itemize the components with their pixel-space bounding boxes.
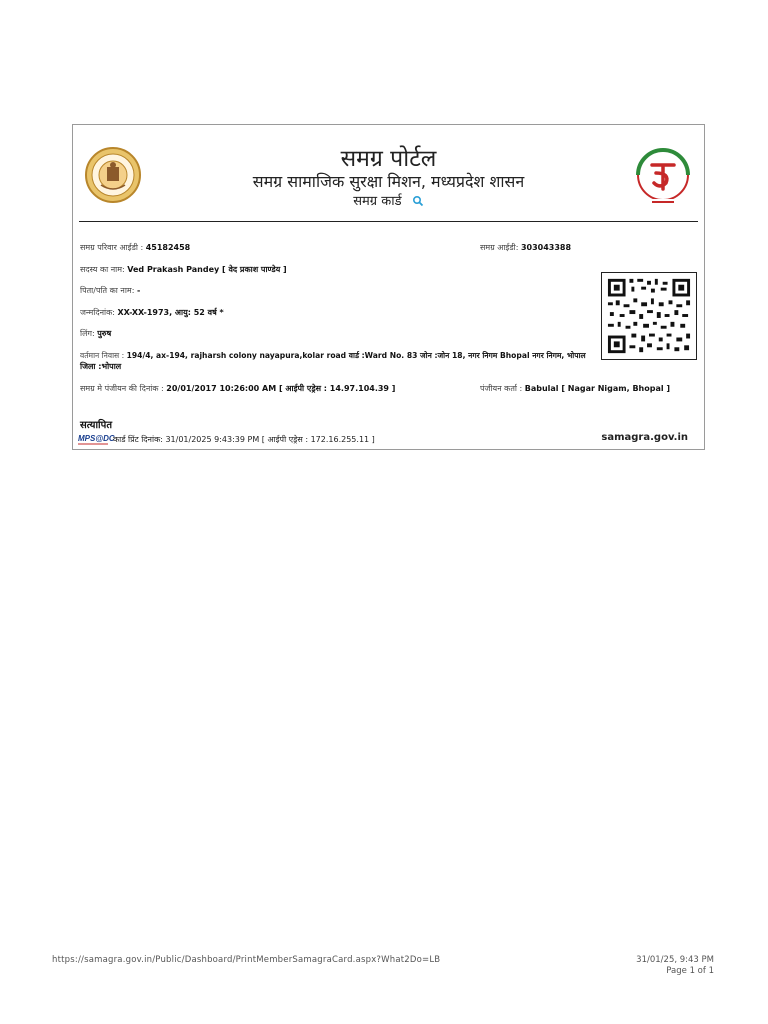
footer-meta <box>636 955 714 977</box>
address-label: वर्तमान निवास : <box>80 351 125 360</box>
father-name-value: - <box>136 286 141 295</box>
samagra-card <box>72 124 705 450</box>
page-title: समग्र पोर्टल <box>340 146 437 172</box>
mpsedc-logo-text: MPS@DC <box>78 434 115 443</box>
family-id-value: 45182458 <box>145 243 191 252</box>
registrar-label: पंजीयन कर्ता : <box>480 384 523 393</box>
verified-label: सत्यापित <box>80 420 113 431</box>
mpsedc-logo-icon <box>78 432 115 446</box>
print-date-value: 31/01/2025 9:43:39 PM [ आईपी एड्रेस : 172.16.255.11 ] <box>165 435 375 444</box>
father-name-label: पिता/पति का नाम: <box>80 286 135 295</box>
address-row-2 <box>80 361 121 372</box>
member-name-label: सदस्य का नाम: <box>80 265 125 274</box>
registrar-value: Babulal [ Nagar Nigam, Bhopal ] <box>524 384 671 393</box>
samagra-id-label: समग्र आईडी: <box>480 243 519 252</box>
qr-code <box>601 272 697 360</box>
card-name <box>73 191 704 209</box>
gender-row <box>80 328 111 339</box>
header-divider <box>79 221 698 222</box>
gender-label: लिंग: <box>80 329 95 338</box>
father-name-row <box>80 285 140 296</box>
dob-label: जन्मदिनांक: <box>80 308 115 317</box>
search-icon[interactable] <box>412 195 424 207</box>
samagra-id-value: 303043388 <box>520 243 572 252</box>
footer-datetime: 31/01/25, 9:43 PM <box>636 955 714 965</box>
family-id-row <box>80 242 190 253</box>
registration-date-label: समग्र मे पंजीयन की दिनांक : <box>80 384 164 393</box>
footer-url[interactable]: https://samagra.gov.in/Public/Dashboard/PrintMemberSamagraCard.aspx?What2Do=LB <box>52 955 441 965</box>
address-value: 194/4, ax-194, rajharsh colony nayapura,kolar road वार्ड :Ward No. 83 जोन :जोन 18, नगर निगम Bhopal नगर निगम, भोपाल <box>126 351 586 360</box>
member-name-row <box>80 264 287 275</box>
footer-page-number: Page 1 of 1 <box>666 966 714 976</box>
samagra-id-row <box>480 242 571 253</box>
print-date-row <box>113 434 375 445</box>
family-id-label: समग्र परिवार आईडी : <box>80 243 144 252</box>
gender-value: पुरुष <box>97 329 112 338</box>
card-name-text: समग्र कार्ड <box>353 194 402 209</box>
registration-date-value: 20/01/2017 10:26:00 AM [ आईपी एड्रेस : 14.97.104.39 ] <box>166 384 396 393</box>
address-row <box>80 350 586 361</box>
registrar-row <box>480 383 670 394</box>
dob-row <box>80 307 224 318</box>
registration-date-row <box>80 383 395 394</box>
member-name-value: Ved Prakash Pandey [ वेद प्रकाश पाण्डेय ] <box>127 265 287 274</box>
page-subtitle: समग्र सामाजिक सुरक्षा मिशन, मध्यप्रदेश शासन <box>252 172 525 191</box>
dob-value: XX-XX-1973, आयु: 52 वर्ष * <box>117 308 224 317</box>
samagra-logo-icon <box>630 143 696 207</box>
site-link[interactable]: samagra.gov.in <box>601 432 688 443</box>
address-value-district: जिला :भोपाल <box>80 362 122 371</box>
print-date-label: कार्ड प्रिंट दिनांक: <box>113 435 163 444</box>
